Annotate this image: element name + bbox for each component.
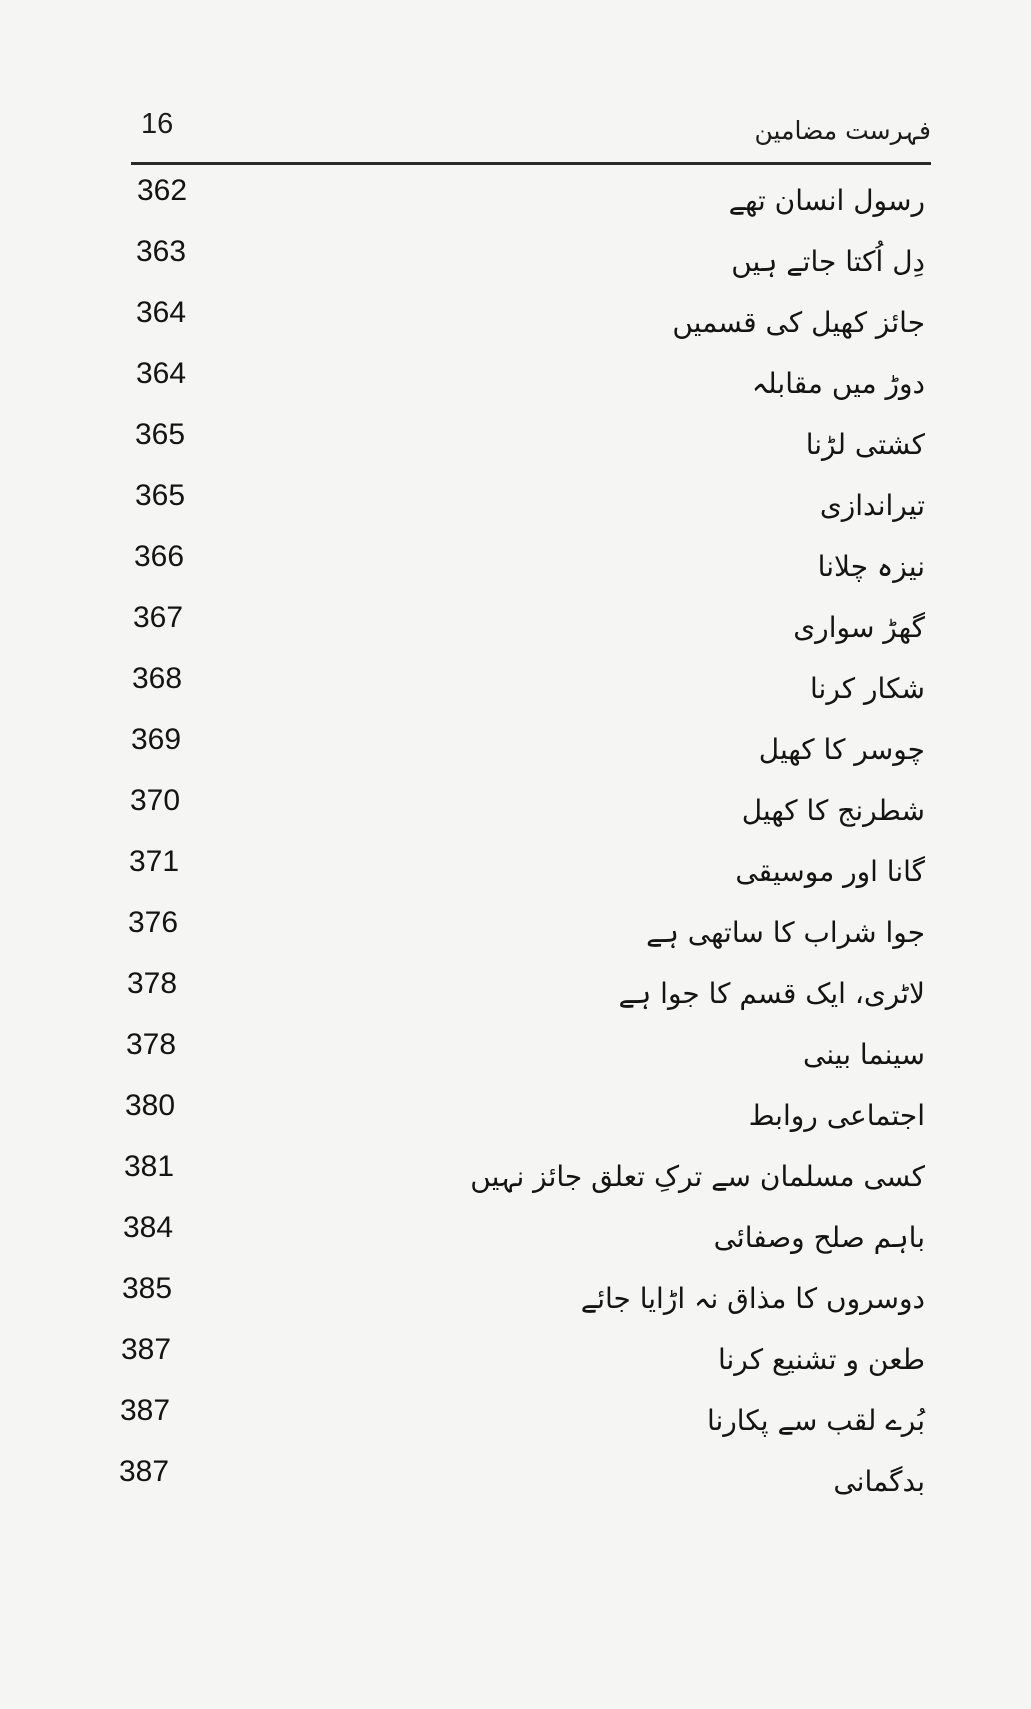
toc-title: طعن و تشنیع کرنا	[717, 1343, 925, 1376]
toc-page-number: 384	[123, 1211, 174, 1244]
toc-title: شکار کرنا	[810, 672, 925, 705]
toc-title: لاٹری، ایک قسم کا جوا ہے	[618, 977, 925, 1010]
toc-page-number: 376	[128, 906, 179, 939]
page-number: 16	[141, 108, 174, 140]
toc-title: نیزہ چلانا	[817, 550, 925, 583]
toc-entry	[125, 1146, 925, 1207]
page-header	[131, 100, 931, 160]
toc-page-number: 362	[137, 174, 188, 207]
toc-page-number: 378	[126, 1028, 177, 1061]
toc-entry	[125, 1085, 925, 1146]
toc-page-number: 371	[129, 845, 180, 878]
toc-entry	[125, 963, 925, 1024]
toc-title: اجتماعی روابط	[748, 1099, 925, 1132]
toc-entry	[125, 536, 925, 597]
toc-title: رسول انسان تھے	[728, 184, 925, 217]
toc-page-number: 378	[127, 967, 178, 1000]
toc-title: جائز کھیل کی قسمیں	[672, 306, 925, 339]
toc-page-number: 365	[135, 479, 186, 512]
toc-title: تیراندازی	[819, 489, 925, 522]
toc-title: دوڑ میں مقابلہ	[751, 367, 925, 400]
toc-entry	[125, 292, 925, 353]
toc-title: گانا اور موسیقی	[735, 855, 925, 888]
toc-page-number: 364	[136, 357, 187, 390]
toc-entry	[125, 841, 925, 902]
toc-entry	[125, 475, 925, 536]
table-of-contents	[119, 170, 925, 1512]
toc-entry	[125, 353, 925, 414]
toc-page-number: 367	[133, 601, 184, 634]
toc-title: کسی مسلمان سے ترکِ تعلق جائز نہیں	[470, 1160, 925, 1193]
toc-entry	[121, 1329, 925, 1390]
toc-page-number: 370	[130, 784, 181, 817]
toc-entry	[125, 231, 925, 292]
toc-title: دِل اُکتا جاتے ہیں	[731, 245, 925, 278]
toc-entry	[125, 170, 925, 231]
toc-entry	[119, 1451, 925, 1512]
toc-page-number: 380	[125, 1089, 176, 1122]
toc-title: بُرے لقب سے پکارنا	[706, 1404, 925, 1437]
toc-page-number: 385	[122, 1272, 173, 1305]
toc-entry	[125, 719, 925, 780]
toc-title: کشتی لڑنا	[805, 428, 925, 461]
toc-page-number: 387	[119, 1455, 170, 1488]
header-divider	[131, 162, 931, 165]
toc-page-number: 381	[124, 1150, 175, 1183]
toc-page-number: 387	[121, 1333, 172, 1366]
toc-entry	[125, 902, 925, 963]
header-title: فہرست مضامین	[754, 116, 931, 145]
toc-entry	[125, 1024, 925, 1085]
toc-title: چوسر کا کھیل	[758, 733, 925, 766]
toc-entry	[122, 1268, 925, 1329]
toc-title: بدگمانی	[833, 1465, 925, 1498]
toc-entry	[125, 780, 925, 841]
toc-entry	[125, 597, 925, 658]
toc-title: سینما بینی	[802, 1038, 925, 1071]
toc-page-number: 369	[131, 723, 182, 756]
toc-title: گھڑ سواری	[793, 611, 925, 644]
toc-title: شطرنج کا کھیل	[741, 794, 925, 827]
toc-page-number: 366	[134, 540, 185, 573]
toc-entry	[125, 414, 925, 475]
toc-title: دوسروں کا مذاق نہ اڑایا جائے	[580, 1282, 925, 1315]
toc-entry	[125, 658, 925, 719]
toc-page-number: 387	[120, 1394, 171, 1427]
toc-page-number: 363	[136, 235, 187, 268]
toc-entry	[120, 1390, 925, 1451]
toc-title: جوا شراب کا ساتھی ہے	[646, 916, 925, 949]
toc-page-number: 364	[136, 296, 187, 329]
toc-entry	[125, 1207, 925, 1268]
toc-page-number: 365	[135, 418, 186, 451]
toc-title: باہم صلح وصفائی	[713, 1221, 925, 1254]
toc-page-number: 368	[132, 662, 183, 695]
